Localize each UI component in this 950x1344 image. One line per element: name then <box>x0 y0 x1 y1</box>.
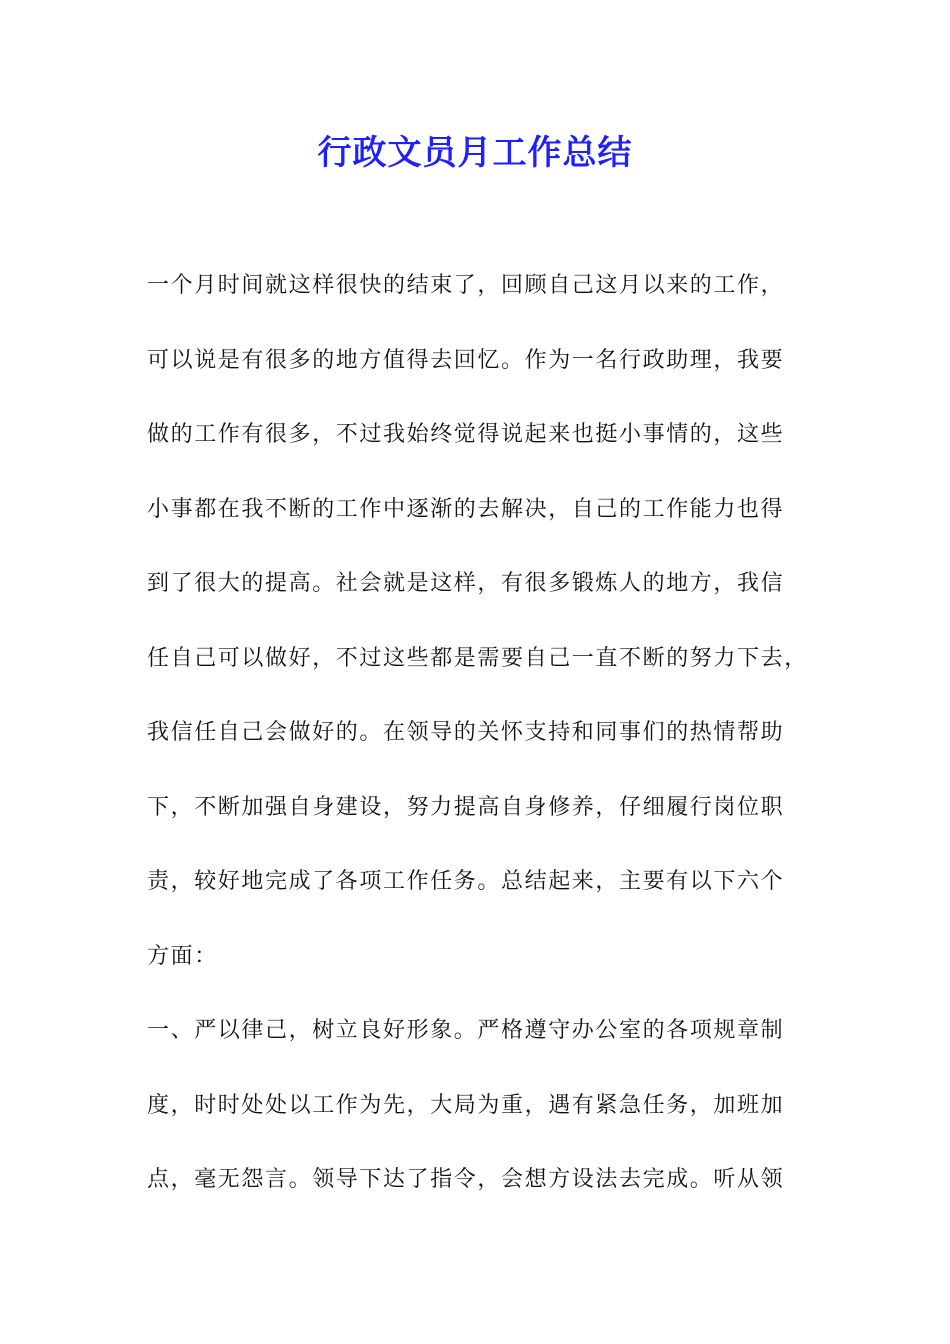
body-line: 点，毫无怨言。领导下达了指令，会想方设法去完成。听从领 <box>147 1167 785 1192</box>
document-title: 行政文员月工作总结 <box>317 133 633 173</box>
body-line: 度，时时处处以工作为先，大局为重，遇有紧急任务，加班加 <box>147 1092 785 1118</box>
body-line: 到了很大的提高。社会就是这样，有很多锻炼人的地方，我信 <box>147 571 785 596</box>
body-line: 下，不断加强自身建设，努力提高自身修养，仔细履行岗位职 <box>147 794 785 820</box>
body-line: 责，较好地完成了各项工作任务。总结起来，主要有以下六个 <box>147 869 785 894</box>
body-line: 任自己可以做好，不过这些都是需要自己一直不断的努力下去， <box>147 645 808 671</box>
body-line: 我信任自己会做好的。在领导的关怀支持和同事们的热情帮助 <box>147 720 785 745</box>
body-line: 可以说是有很多的地方值得去回忆。作为一名行政助理，我要 <box>147 347 785 373</box>
body-line: 方面： <box>147 943 218 969</box>
body-line: 小事都在我不断的工作中逐渐的去解决，自己的工作能力也得 <box>147 496 785 522</box>
body-line: 一、严以律己，树立良好形象。严格遵守办公室的各项规章制 <box>147 1018 785 1043</box>
document-body <box>147 262 827 1231</box>
body-line: 一个月时间就这样很快的结束了，回顾自己这月以来的工作， <box>147 273 785 298</box>
body-line: 做的工作有很多，不过我始终觉得说起来也挺小事情的，这些 <box>147 422 785 447</box>
